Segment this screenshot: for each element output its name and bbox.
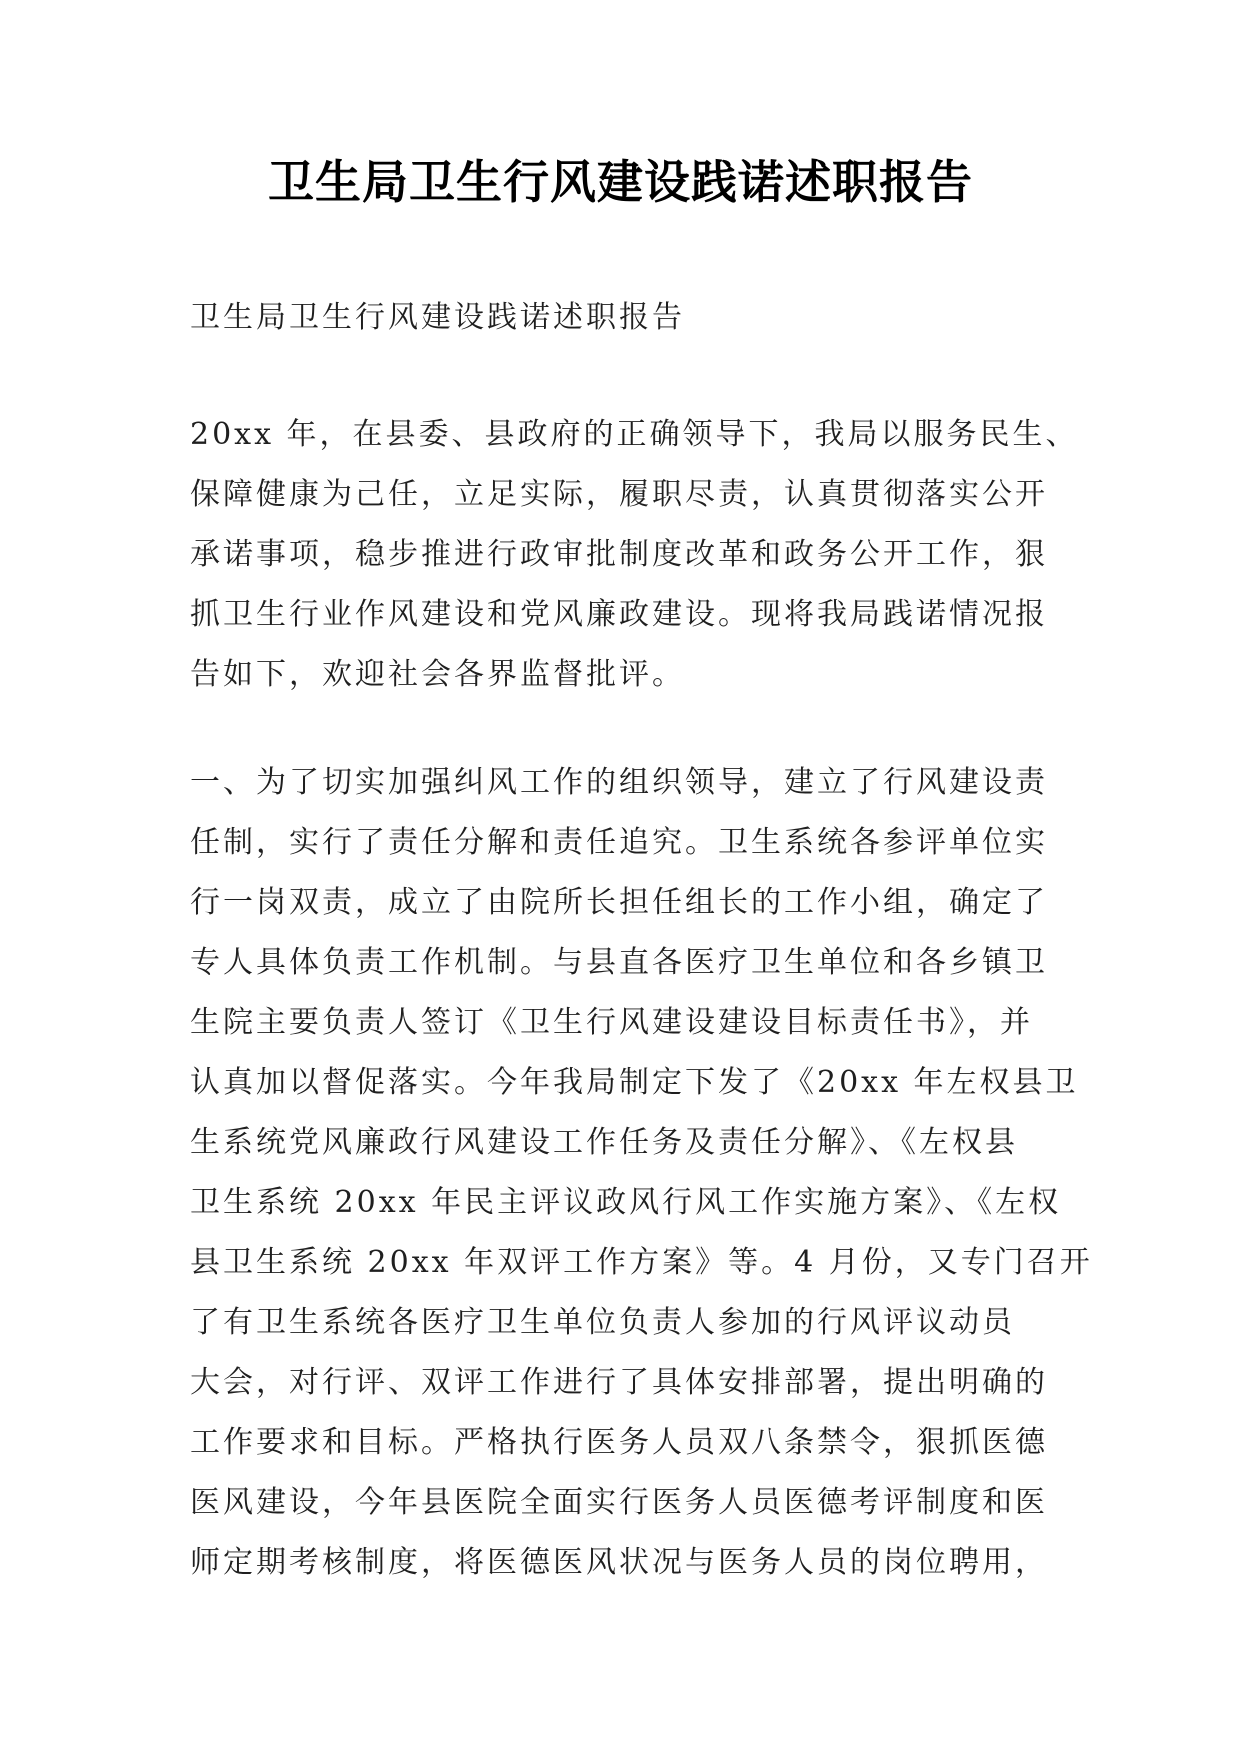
paragraph-line: 大会，对行评、双评工作进行了具体安排部署，提出明确的: [190, 1365, 1048, 1400]
paragraph-line: 了有卫生系统各医疗卫生单位负责人参加的行风评议动员: [190, 1305, 1015, 1340]
paragraph-line: 生院主要负责人签订《卫生行风建设建设目标责任书》，并: [190, 1005, 1033, 1040]
paragraph-intro: [190, 405, 1079, 705]
paragraph-section-one: [190, 753, 1093, 1593]
paragraph-line: 专人具体负责工作机制。与县直各医疗卫生单位和各乡镇卫: [190, 945, 1048, 980]
paragraph-line: 认真加以督促落实。今年我局制定下发了《20xx 年左权县卫: [190, 1065, 1079, 1100]
document-title: 卫生局卫生行风建设践诺述职报告: [268, 155, 973, 209]
document-subtitle: [190, 288, 1070, 348]
paragraph-line: 承诺事项，稳步推进行政审批制度改革和政务公开工作，狠: [190, 537, 1048, 572]
subtitle-line: 卫生局卫生行风建设践诺述职报告: [190, 300, 685, 335]
paragraph-line: 医风建设，今年县医院全面实行医务人员医德考评制度和医: [190, 1485, 1048, 1520]
paragraph-line: 生系统党风廉政行风建设工作任务及责任分解》、《左权县: [190, 1125, 1018, 1160]
paragraph-line: 工作要求和目标。严格执行医务人员双八条禁令，狠抓医德: [190, 1425, 1048, 1460]
paragraph-line: 卫生系统 20xx 年民主评议政风行风工作实施方案》、《左权: [190, 1185, 1062, 1220]
paragraph-line: 一、为了切实加强纠风工作的组织领导，建立了行风建设责: [190, 765, 1048, 800]
paragraph-line: 抓卫生行业作风建设和党风廉政建设。现将我局践诺情况报: [190, 597, 1048, 632]
paragraph-line: 行一岗双责，成立了由院所长担任组长的工作小组，确定了: [190, 885, 1048, 920]
paragraph-line: 县卫生系统 20xx 年双评工作方案》等。4 月份，又专门召开: [190, 1245, 1093, 1280]
paragraph-line: 保障健康为己任，立足实际，履职尽责，认真贯彻落实公开: [190, 477, 1048, 512]
paragraph-line: 告如下，欢迎社会各界监督批评。: [190, 657, 685, 692]
paragraph-line: 任制，实行了责任分解和责任追究。卫生系统各参评单位实: [190, 825, 1048, 860]
paragraph-line: 20xx 年，在县委、县政府的正确领导下，我局以服务民生、: [190, 417, 1079, 452]
paragraph-line: 师定期考核制度，将医德医风状况与医务人员的岗位聘用，: [190, 1545, 1048, 1580]
